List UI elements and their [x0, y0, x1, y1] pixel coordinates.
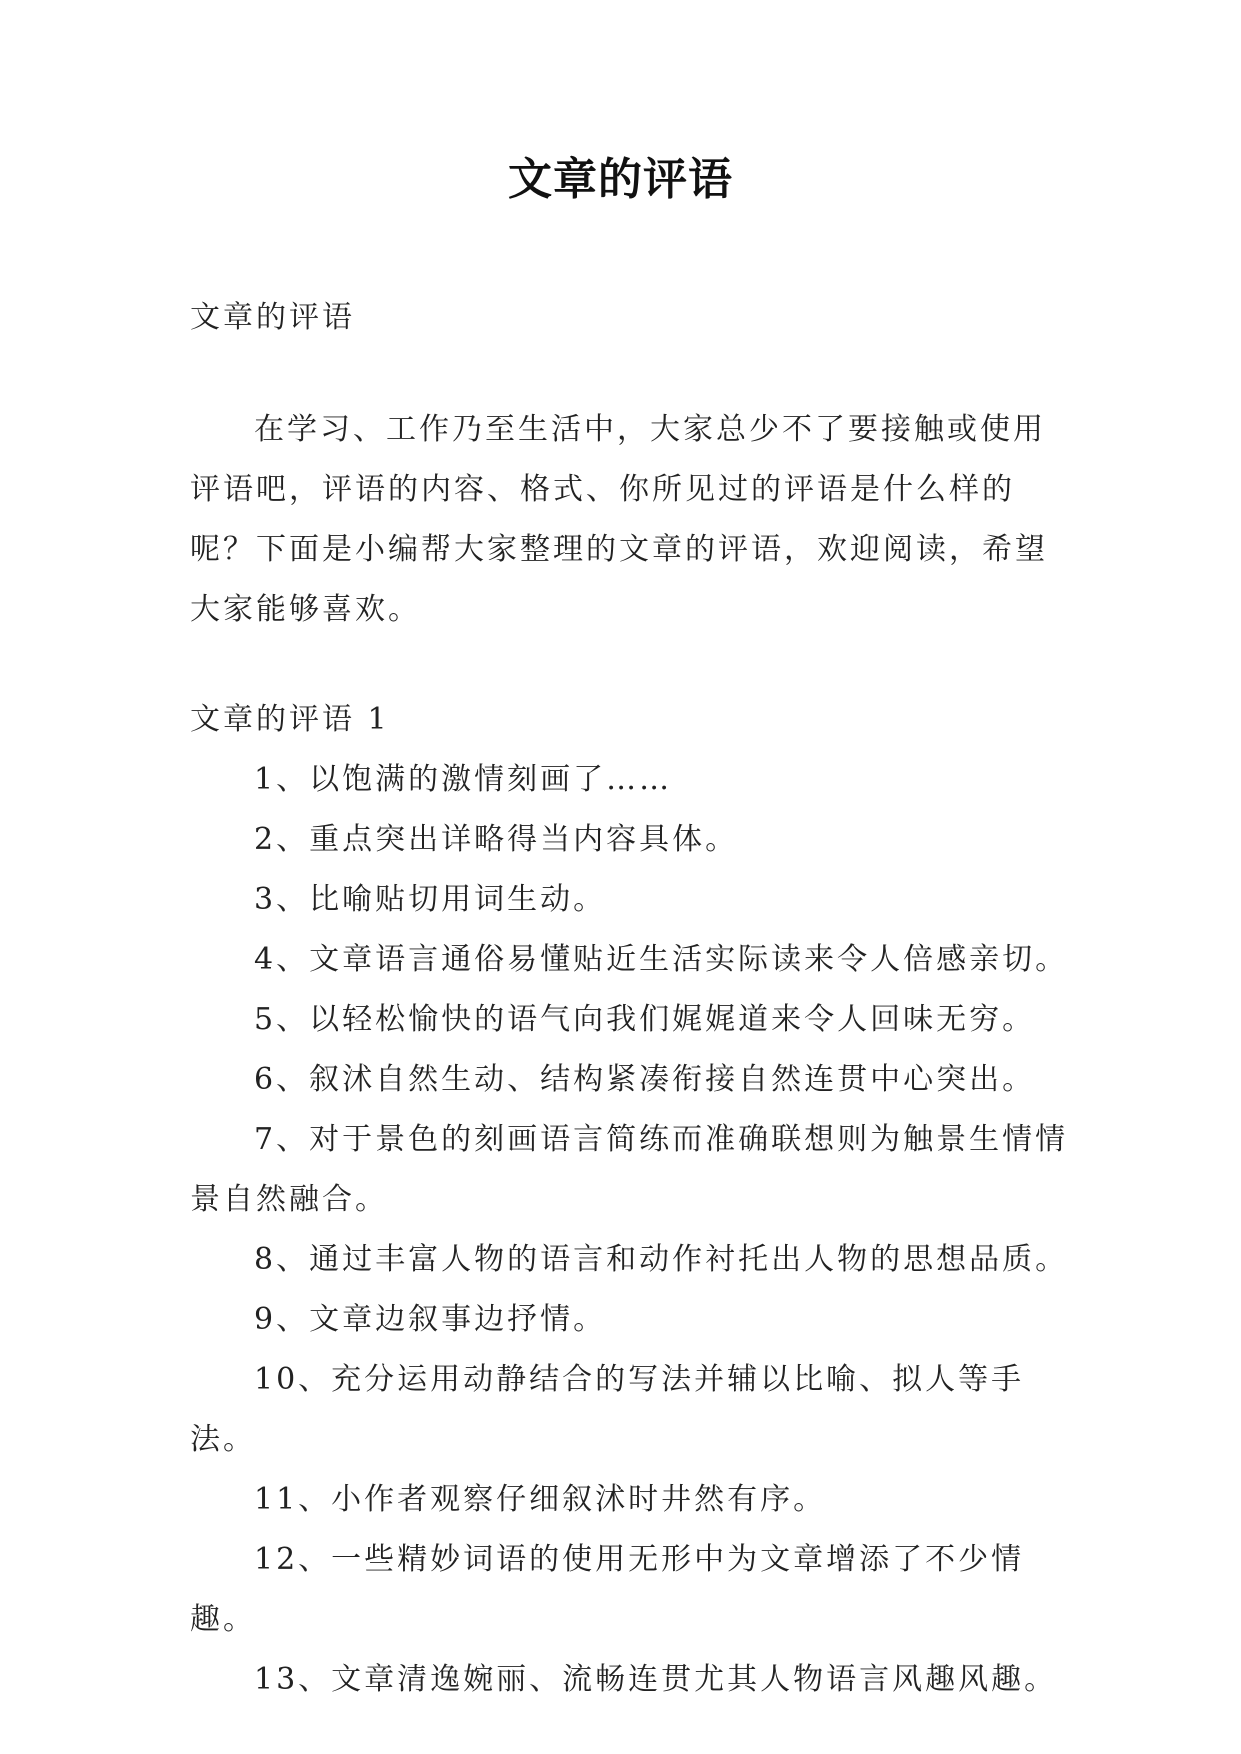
- list-item: 4、文章语言通俗易懂贴近生活实际读来令人倍感亲切。: [254, 942, 1069, 977]
- list-item: 10、充分运用动静结合的写法并辅以比喻、拟人等手法。: [190, 1362, 1025, 1457]
- list-item: 9、文章边叙事边抒情。: [254, 1302, 607, 1337]
- list-item: 6、叙沭自然生动、结构紧凑衔接自然连贯中心突出。: [254, 1062, 1036, 1097]
- section-heading: 文章的评语 1: [190, 702, 390, 737]
- comment-list: [190, 750, 1070, 1710]
- list-item: 7、对于景色的刻画语言简练而准确联想则为触景生情情景自然融合。: [190, 1122, 1069, 1217]
- list-item: 3、比喻贴切用词生动。: [254, 882, 607, 917]
- list-item: 13、文章清逸婉丽、流畅连贯尤其人物语言风趣风趣。: [254, 1662, 1058, 1697]
- list-item: 2、重点突出详略得当内容具体。: [254, 822, 739, 857]
- list-item: 5、以轻松愉快的语气向我们娓娓道来令人回味无穷。: [254, 1002, 1036, 1037]
- list-item: 12、一些精妙词语的使用无形中为文章增添了不少情趣。: [190, 1542, 1025, 1637]
- list-item: 1、以饱满的激情刻画了……: [254, 762, 673, 797]
- list-item: 11、小作者观察仔细叙沭时井然有序。: [254, 1482, 827, 1517]
- document-subtitle: 文章的评语: [190, 300, 355, 335]
- list-item: 8、通过丰富人物的语言和动作衬托出人物的思想品质。: [254, 1242, 1069, 1277]
- intro-paragraph: 在学习、工作乃至生活中，大家总少不了要接触或使用评语吧，评语的内容、格式、你所见过的评语是什么样的呢？下面是小编帮大家整理的文章的评语，欢迎阅读，希望大家能够喜欢。: [190, 412, 1048, 627]
- document-title: 文章的评语: [508, 154, 733, 205]
